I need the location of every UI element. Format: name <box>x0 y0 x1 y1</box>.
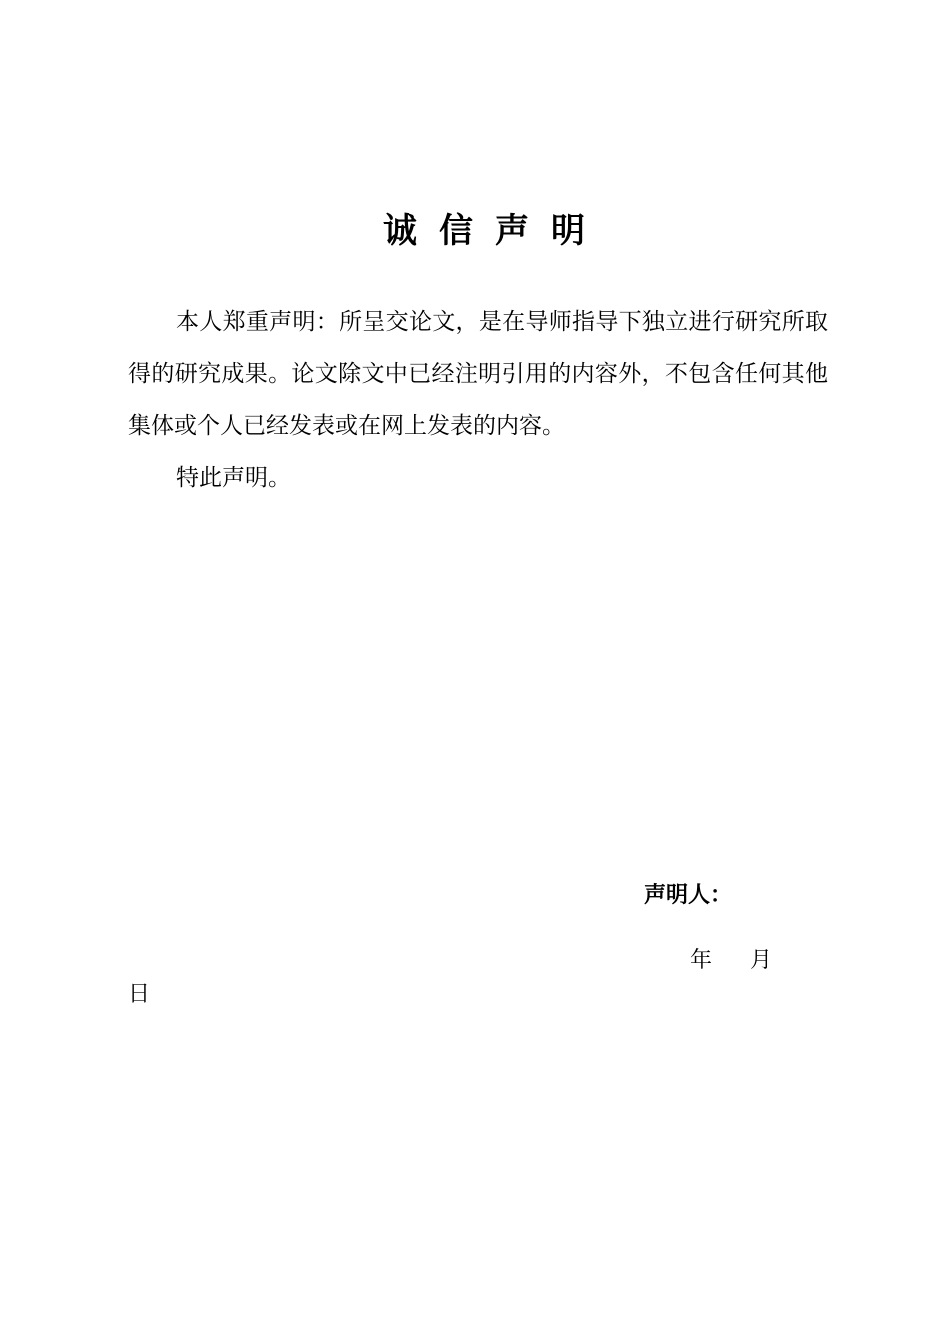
declarant-label: 声明人： <box>644 883 733 908</box>
date-year-label: 年 <box>690 948 713 973</box>
date-day-label: 日 <box>128 982 151 1007</box>
declaration-paragraph: 本人郑重声明：所呈交论文，是在导师指导下独立进行研究所取得的研究成果。论文除文中已经注明引用的内容外，不包含任何其他集体或个人已经发表或在网上发表的内容。 <box>128 309 828 439</box>
declaration-body <box>128 296 828 504</box>
closing-paragraph: 特此声明。 <box>176 465 291 491</box>
document-title: 诚信声明 <box>383 211 607 251</box>
date-month-label: 月 <box>750 948 773 973</box>
